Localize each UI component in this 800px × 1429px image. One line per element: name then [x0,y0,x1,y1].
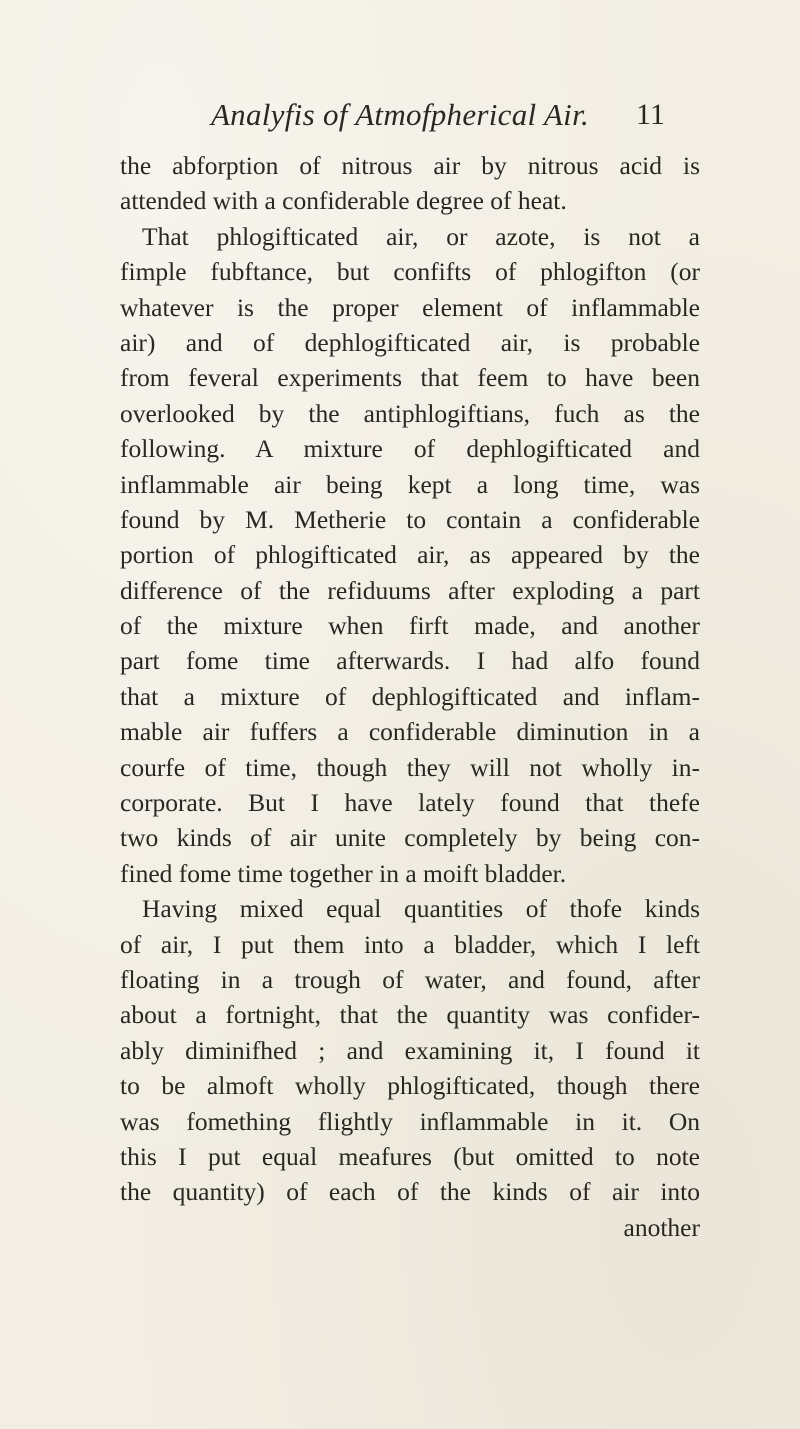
text-line: following. A mixture of dephlogifticated and [120,434,700,464]
text-line: fimple fubftance, but confifts of phlogifton (or [120,257,700,287]
text-line: mable air fuffers a confiderable diminution in a [120,717,700,747]
text-line: corporate. But I have lately found that thefe [120,788,700,818]
body-text [120,148,700,1245]
text-line: overlooked by the antiphlogiftians, fuch as the [120,398,700,428]
paragraph-start-line: That phlogifticated air, or azote, is not a [142,221,700,251]
text-line: difference of the refiduums after exploding a part [120,575,700,605]
page-number: 11 [636,98,665,131]
text-line: inflammable air being kept a long time, was [120,469,700,499]
text-line: this I put equal meafures (but omitted to note [120,1141,700,1171]
text-line: from feveral experiments that feem to have been [120,363,700,393]
text-line: portion of phlogifticated air, as appeared by the [120,540,700,570]
text-line: the quantity) of each of the kinds of air into [120,1177,700,1207]
text-line: two kinds of air unite completely by being con- [120,823,700,853]
text-line: of air, I put them into a bladder, which I left [120,929,700,959]
running-title: Analyfis of Atmofpherical Air. [210,97,590,132]
paragraph-start-line: Having mixed equal quantities of thofe kinds [142,894,700,924]
text-line: about a fortnight, that the quantity was confider- [120,1000,700,1030]
text-line: air) and of dephlogifticated air, is probable [120,327,700,357]
text-line: ably diminifhed ; and examining it, I found it [120,1035,700,1065]
text-line: attended with a confiderable degree of heat. [120,186,567,216]
text-line: part fome time afterwards. I had alfo found [120,646,700,676]
text-line: the abforption of nitrous air by nitrous acid is [120,151,700,180]
text-line: fined fome time together in a moift bladder. [120,858,567,888]
catchword: another [623,1212,700,1242]
text-line: courfe of time, though they will not wholly in- [120,752,700,782]
text-line: that a mixture of dephlogifticated and inflam- [120,681,700,711]
text-line: floating in a trough of water, and found, after [120,964,700,994]
text-line: of the mixture when firft made, and another [120,611,700,641]
text-line: found by M. Metherie to contain a confiderable [120,504,700,534]
running-head [0,95,800,135]
text-line: was fomething flightly inflammable in it. On [120,1106,700,1136]
text-line: whatever is the proper element of inflammable [120,292,700,322]
text-line: to be almoft wholly phlogifticated, though there [120,1071,700,1101]
